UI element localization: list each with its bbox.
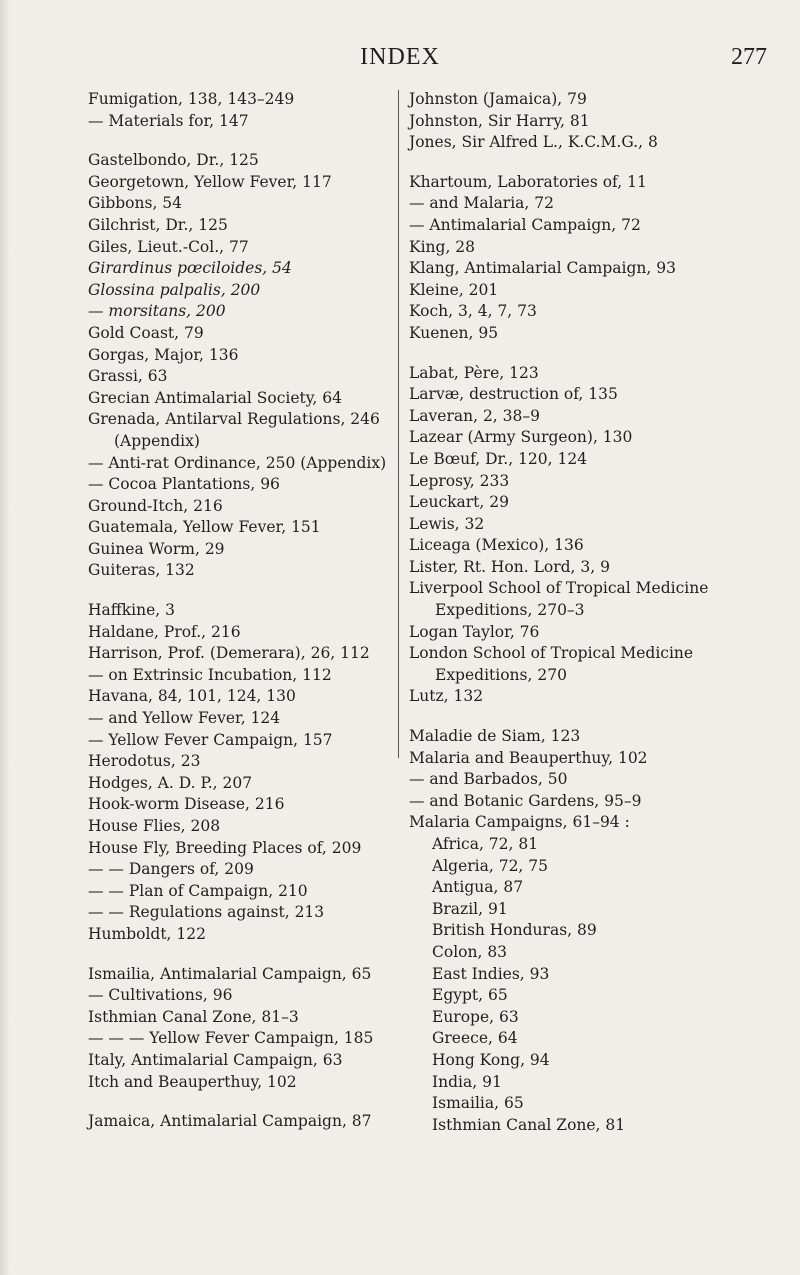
index-entry: Italy, Antimalarial Campaign, 63 bbox=[88, 1050, 343, 1069]
index-entry: — — — Yellow Fever Campaign, 185 bbox=[88, 1029, 374, 1048]
index-subentry: India, 91 bbox=[432, 1072, 502, 1091]
index-entry: — on Extrinsic Incubation, 112 bbox=[88, 665, 332, 684]
index-subentry: Europe, 63 bbox=[432, 1007, 519, 1026]
entry-gap bbox=[88, 946, 393, 964]
index-entry: Fumigation, 138, 143–249 bbox=[88, 90, 295, 108]
entry-gap bbox=[409, 154, 789, 172]
index-entry: Liceaga (Mexico), 136 bbox=[409, 536, 584, 555]
page-header bbox=[0, 44, 800, 74]
index-entry: Lewis, 32 bbox=[409, 514, 485, 533]
index-entry: Gold Coast, 79 bbox=[88, 323, 204, 342]
index-entry: Leprosy, 233 bbox=[409, 471, 510, 490]
index-column-right bbox=[409, 89, 789, 1136]
index-entry: — Materials for, 147 bbox=[88, 111, 249, 130]
index-entry: Haldane, Prof., 216 bbox=[88, 622, 241, 641]
index-entry: Malaria and Beauperthuy, 102 bbox=[409, 748, 648, 767]
index-entry: Maladie de Siam, 123 bbox=[409, 727, 581, 746]
index-entry: Gastelbondo, Dr., 125 bbox=[88, 151, 259, 170]
index-entry: Jamaica, Antimalarial Campaign, 87 bbox=[88, 1112, 372, 1131]
index-entry: Kuenen, 95 bbox=[409, 323, 499, 342]
index-entry: Glossina palpalis, 200 bbox=[88, 280, 261, 299]
index-entry: House Flies, 208 bbox=[88, 817, 221, 835]
index-entry: Herodotus, 23 bbox=[88, 752, 201, 771]
index-entry: — Cultivations, 96 bbox=[88, 986, 233, 1005]
index-entry: Humboldt, 122 bbox=[88, 924, 206, 943]
index-entry: Klang, Antimalarial Campaign, 93 bbox=[409, 259, 676, 278]
index-entry: — — Regulations against, 213 bbox=[88, 903, 325, 922]
index-subentry: British Honduras, 89 bbox=[432, 921, 597, 940]
index-entry: Guinea Worm, 29 bbox=[88, 539, 225, 558]
index-entry: Giles, Lieut.-Col., 77 bbox=[88, 237, 249, 256]
index-entry: Guatemala, Yellow Fever, 151 bbox=[88, 518, 321, 537]
index-entry: — Yellow Fever Campaign, 157 bbox=[88, 730, 333, 749]
index-entry: Le Bœuf, Dr., 120, 124 bbox=[409, 449, 588, 468]
index-entry: Labat, Père, 123 bbox=[409, 363, 539, 382]
index-entry: Gilchrist, Dr., 125 bbox=[88, 215, 228, 234]
index-entry: Girardinus pœciloides, 54 bbox=[88, 259, 292, 278]
index-entry: Harrison, Prof. (Demerara), 26, 112 bbox=[88, 644, 370, 663]
index-entry: — Anti-rat Ordinance, 250 (Appendix) bbox=[88, 453, 387, 472]
entry-gap bbox=[88, 1093, 393, 1111]
index-subentry: Isthmian Canal Zone, 81 bbox=[432, 1115, 626, 1134]
index-subentry: Hong Kong, 94 bbox=[432, 1050, 550, 1069]
index-entry: Laveran, 2, 38–9 bbox=[409, 406, 541, 425]
index-entry: Koch, 3, 4, 7, 73 bbox=[409, 302, 537, 321]
index-entry: Khartoum, Laboratories of, 11 bbox=[409, 172, 647, 191]
index-entry: — Antimalarial Campaign, 72 bbox=[409, 215, 641, 234]
entry-gap bbox=[88, 582, 393, 600]
index-subentry: Greece, 64 bbox=[432, 1029, 518, 1048]
index-entry: — — Plan of Campaign, 210 bbox=[88, 881, 308, 900]
index-subentry: Egypt, 65 bbox=[432, 986, 508, 1005]
index-subentry: Colon, 83 bbox=[432, 942, 508, 961]
index-subentry: Algeria, 72, 75 bbox=[432, 856, 549, 875]
index-entry: Johnston, Sir Harry, 81 bbox=[409, 111, 590, 130]
index-entry: — morsitans, 200 bbox=[88, 302, 226, 321]
index-entry: Hodges, A. D. P., 207 bbox=[88, 773, 253, 792]
index-entry: Lazear (Army Surgeon), 130 bbox=[409, 428, 633, 447]
index-entry: Larvæ, destruction of, 135 bbox=[409, 385, 618, 404]
index-entry: Lutz, 132 bbox=[409, 687, 484, 706]
index-entry: House Fly, Breeding Places of, 209 bbox=[88, 838, 362, 857]
index-entry: London School of Tropical Medicine Expeditions, 270 bbox=[409, 644, 694, 684]
index-entry: Isthmian Canal Zone, 81–3 bbox=[88, 1007, 299, 1026]
index-subentry: Brazil, 91 bbox=[432, 899, 508, 918]
index-subentry: Ismailia, 65 bbox=[432, 1094, 524, 1113]
index-entry: Logan Taylor, 76 bbox=[409, 622, 540, 641]
index-entry: Grassi, 63 bbox=[88, 367, 168, 386]
index-entry: Ground-Itch, 216 bbox=[88, 496, 223, 515]
index-title: INDEX bbox=[360, 44, 440, 70]
index-entry: Jones, Sir Alfred L., K.C.M.G., 8 bbox=[409, 133, 658, 152]
index-entry: — and Barbados, 50 bbox=[409, 770, 568, 789]
index-entry: — and Malaria, 72 bbox=[409, 194, 554, 213]
entry-gap bbox=[409, 708, 789, 726]
index-entry: Gibbons, 54 bbox=[88, 194, 183, 213]
index-entry: Kleine, 201 bbox=[409, 280, 499, 299]
index-entry: Grecian Antimalarial Society, 64 bbox=[88, 388, 343, 407]
index-entry: Georgetown, Yellow Fever, 117 bbox=[88, 172, 332, 191]
index-entry: — Cocoa Plantations, 96 bbox=[88, 475, 280, 494]
index-entry: — and Botanic Gardens, 95–9 bbox=[409, 791, 642, 810]
page-edge-shadow bbox=[0, 0, 10, 1275]
index-entry: Havana, 84, 101, 124, 130 bbox=[88, 687, 296, 706]
index-entry: Itch and Beauperthuy, 102 bbox=[88, 1072, 297, 1091]
index-entry: Ismailia, Antimalarial Campaign, 65 bbox=[88, 964, 372, 983]
index-entry: — — Dangers of, 209 bbox=[88, 860, 254, 879]
index-entry: King, 28 bbox=[409, 237, 476, 256]
index-entry: Malaria Campaigns, 61–94 : bbox=[409, 813, 630, 832]
column-divider bbox=[398, 90, 399, 758]
index-subentry: Antigua, 87 bbox=[432, 878, 524, 897]
page-number: 277 bbox=[731, 44, 767, 70]
index-entry: Leuckart, 29 bbox=[409, 493, 509, 512]
index-entry: — and Yellow Fever, 124 bbox=[88, 709, 281, 728]
index-entry: Lister, Rt. Hon. Lord, 3, 9 bbox=[409, 557, 610, 576]
entry-gap bbox=[88, 132, 393, 150]
index-entry: Hook-worm Disease, 216 bbox=[88, 795, 285, 814]
index-entry: Johnston (Jamaica), 79 bbox=[409, 90, 587, 108]
index-entry: Grenada, Antilarval Regulations, 246 (Appendix) bbox=[88, 410, 380, 450]
index-entry: Haffkine, 3 bbox=[88, 601, 175, 620]
index-column-left bbox=[88, 89, 393, 1133]
entry-gap bbox=[409, 345, 789, 363]
index-subentry: Africa, 72, 81 bbox=[432, 835, 539, 853]
index-entry: Guiteras, 132 bbox=[88, 561, 195, 580]
index-subentry: East Indies, 93 bbox=[432, 964, 550, 983]
index-entry: Gorgas, Major, 136 bbox=[88, 345, 239, 364]
index-entry: Liverpool School of Tropical Medicine Expeditions, 270–3 bbox=[409, 579, 709, 620]
